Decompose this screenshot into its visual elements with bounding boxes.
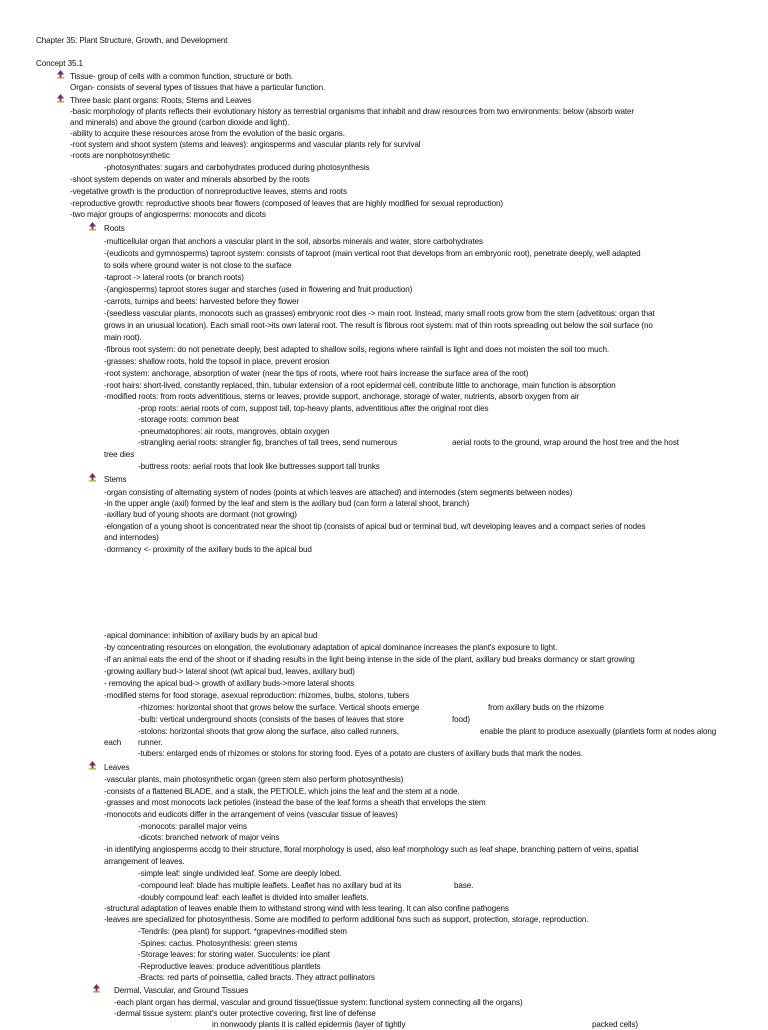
- chapter-title: Chapter 35: Plant Structure, Growth, and Development: [36, 36, 228, 45]
- text-line: -bulb: vertical underground shoots (consists of the bases of leaves that store: [138, 715, 404, 724]
- text-line: -axillary bud of young shoots are dormant (not growing): [104, 510, 297, 519]
- text-line: -each plant organ has dermal, vascular and ground tissue(tissue system: functional system connecting all the organs): [114, 998, 523, 1007]
- text-line: -Reproductive leaves: produce adventitious plantlets: [138, 962, 321, 971]
- text-line: -rhizomes: horizontal shoot that grows below the surface. Vertical shoots emerge: [138, 703, 420, 712]
- text-line: -structural adaptation of leaves enable them to withstand strong wind with less tearing. It can also confine pathogens: [104, 904, 509, 913]
- text-line: -vegetative growth is the production of nonreproductive leaves, stems and roots: [70, 187, 347, 196]
- text-line: -in identifying angiosperms accdg to their structure, floral morphology is used, also leaf morphology such as leaf shape, branching pattern of veins, spatial: [104, 845, 639, 854]
- text-line: -elongation of a young shoot is concentrated near the shoot tip (consists of apical bud or terminal bud, w/t developing leaves and a compact series of nodes: [104, 522, 646, 531]
- text-line: runner.: [138, 738, 163, 747]
- bullet-arrow-icon: [88, 761, 97, 770]
- text-line: -organ consisting of alternating system of nodes (points at which leaves are attached) and internodes (stem segments between nodes): [104, 488, 573, 497]
- text-line: -Storage leaves: for storing water. Succulents: ice plant: [138, 950, 330, 959]
- section-heading-leaves: Leaves: [104, 763, 130, 772]
- text-line: -modified roots: from roots adventitious, stems or leaves, provide support, anchorage, storage of water, nutrients, absorb oxygen from air: [104, 392, 580, 401]
- text-line: -tubers: enlarged ends of rhizomes or stolons for storing food. Eyes of a potato are clusters of axillary buds that mark the nodes.: [138, 749, 583, 758]
- text-line: -taproot -> lateral roots (or branch roots): [104, 273, 244, 282]
- text-line: -Bracts: red parts of poinsettia, called bracts. They attract pollinators: [138, 973, 375, 982]
- text-line: -doubly compound leaf: each leaflet is divided into smaller leaflets.: [138, 893, 369, 902]
- text-line: -shoot system depends on water and minerals absorbed by the roots: [70, 175, 310, 184]
- text-line: and minerals) and above the ground (carbon dioxide and light).: [70, 118, 290, 127]
- text-line: Three basic plant organs: Roots, Stems and Leaves: [70, 96, 252, 105]
- bullet-arrow-icon: [56, 70, 65, 79]
- text-line: -if an animal eats the end of the shoot or if shading results in the light being intense in the side of the plant, axillary bud breaks dormancy or start growing: [104, 655, 635, 664]
- text-line: -leaves are specialized for photosynthesis. Some are modified to perform additional fxns such as support, protection, storage, reproduction.: [104, 915, 589, 924]
- text-line: main root).: [104, 333, 142, 342]
- text-line: -stolons: horizontal shoots that grow along the surface, also called runners,: [138, 727, 399, 736]
- bullet-arrow-icon: [88, 222, 97, 231]
- text-line: from axillary buds on the rhizome: [488, 703, 604, 712]
- text-line: -photosynthates: sugars and carbohydrates produced during photosynthesis: [104, 163, 370, 172]
- text-line: -root system: anchorage, absorption of water (near the tips of roots, where root hairs increase the surface area of the root): [104, 369, 529, 378]
- text-line: -carrots, turnips and beets: harvested before they flower: [104, 297, 299, 306]
- text-line: -Tendrils: (pea plant) for support. *grapevines-modified stem: [138, 927, 347, 936]
- text-line: arrangement of leaves.: [104, 857, 185, 866]
- text-line: -modified stems for food storage, asexual reproduction: rhizomes, bulbs, stolons, tubers: [104, 691, 410, 700]
- text-line: -ability to acquire these resources arose from the evolution of the basic organs.: [70, 129, 345, 138]
- text-line: Organ- consists of several types of tissues that have a particular function.: [70, 83, 326, 92]
- text-line: packed cells): [592, 1020, 638, 1029]
- text-line: enable the plant to produce asexually (plantlets form at nodes along: [480, 727, 717, 736]
- text-line: -monocots and eudicots differ in the arrangement of veins (vascular tissue of leaves): [104, 810, 398, 819]
- text-line: -strangling aerial roots: strangler fig, branches of tall trees, send numerous: [138, 438, 397, 447]
- text-line: -dermal tissue system: plant's outer protective covering, first line of defense: [114, 1009, 376, 1018]
- bullet-arrow-icon: [56, 94, 65, 103]
- concept-heading: Concept 35.1: [36, 59, 83, 68]
- text-line: -consists of a flattened BLADE, and a stalk, the PETIOLE, which joins the leaf and the stem at a node.: [104, 787, 460, 796]
- text-line: -apical dominance: inhibition of axillary buds by an apical bud: [104, 631, 318, 640]
- text-line: -(eudicots and gymnosperms) taproot system: consists of taproot (main vertical root that develops from an embryonic root), penetrate deeply, well adapted: [104, 249, 641, 258]
- text-line: -Spines: cactus. Photosynthesis: green stems: [138, 939, 298, 948]
- text-line: -two major groups of angiosperms: monocots and dicots: [70, 210, 266, 219]
- text-line: -vascular plants, main photosynthetic organ (green stem also perform photosynthesis): [104, 775, 404, 784]
- text-line: -fibrous root system: do not penetrate deeply, best adapted to shallow soils, regions where rainfall is light and does not moisten the soil too much.: [104, 345, 610, 354]
- text-line: -grasses and most monocots lack petioles (instead the base of the leaf forms a sheath that envelops the stem: [104, 798, 486, 807]
- text-line: grows in an unusual location). Each small root->its own lateral root. The result is fibrous root system: mat of thin roots spreading out below the soil surface (no: [104, 321, 653, 330]
- text-line: and internodes): [104, 533, 159, 542]
- text-line: -buttress roots: aerial roots that look like buttresses support tall trunks: [138, 462, 380, 471]
- text-line: -basic morphology of plants reflects their evolutionary history as terrestrial organisms that inhabit and draw resources from two environments: below (absorb water: [70, 107, 635, 116]
- text-line: -grasses: shallow roots, hold the topsoil in place, prevent erosion: [104, 357, 330, 366]
- bullet-arrow-icon: [92, 984, 101, 993]
- bullet-arrow-icon: [88, 473, 97, 482]
- text-line: aerial roots to the ground, wrap around the host tree and the host: [452, 438, 679, 447]
- text-line: -by concentrating resources on elongation, the evolutionary adaptation of apical dominance increases the plant's exposure to light.: [104, 643, 558, 652]
- text-line: -multicellular organ that anchors a vascular plant in the soil, absorbs minerals and water, store carbohydrates: [104, 237, 483, 246]
- text-line: -growing axillary bud-> lateral shoot (w/t apical bud, leaves, axillary bud): [104, 667, 355, 676]
- text-line: -reproductive growth: reproductive shoots bear flowers (composed of leaves that are highly modified for sexual reproduction): [70, 199, 503, 208]
- section-heading-roots: Roots: [104, 224, 125, 233]
- text-line: base.: [454, 881, 474, 890]
- text-line: each: [104, 738, 122, 747]
- section-heading-tissues: Dermal, Vascular, and Ground Tissues: [114, 986, 249, 995]
- text-line: -root hairs: short-lived, constantly replaced, thin, tubular extension of a root epidermal cell, contribute little to anchorage, main function is absorption: [104, 381, 616, 390]
- text-line: to soils where ground water is not close to the surface: [104, 261, 292, 270]
- text-line: -monocots: parallel major veins: [138, 822, 247, 831]
- text-line: tree dies: [104, 450, 135, 459]
- text-line: - removing the apical bud-> growth of axillary buds->more lateral shoots: [104, 679, 355, 688]
- text-line: in nonwoody plants it is called epidermis (layer of tightly: [212, 1020, 406, 1029]
- text-line: Tissue- group of cells with a common function, structure or both.: [70, 72, 294, 81]
- text-line: -root system and shoot system (stems and leaves): angiosperms and vascular plants rely for survival: [70, 140, 421, 149]
- text-line: -in the upper angle (axil) formed by the leaf and stem is the axillary bud (can form a lateral shoot, branch): [104, 499, 470, 508]
- section-heading-stems: Stems: [104, 475, 127, 484]
- text-line: -simple leaf: single undivided leaf. Some are deeply lobed.: [138, 869, 342, 878]
- text-line: -storage roots: common beat: [138, 415, 239, 424]
- text-line: food): [452, 715, 470, 724]
- text-line: -compound leaf: blade has multiple leaflets. Leaflet has no axillary bud at its: [138, 881, 402, 890]
- text-line: -dormancy <- proximity of the axillary buds to the apical bud: [104, 545, 312, 554]
- text-line: -dicots: branched network of major veins: [138, 833, 280, 842]
- text-line: -roots are nonphotosynthetic: [70, 151, 170, 160]
- text-line: -pneumatophores: air roots, mangroves, obtain oxygen: [138, 427, 330, 436]
- text-line: -(seedless vascular plants, monocots such as grasses) embryonic root dies -> main root. Instead, many small roots grow from the stem (advetitous: organ that: [104, 309, 655, 318]
- text-line: -(angiosperms) taproot stores sugar and starches (used in flowering and fruit production): [104, 285, 413, 294]
- text-line: -prop roots: aerial roots of corn, suppost tall, top-heavy plants, adventitious after the original root dies: [138, 404, 489, 413]
